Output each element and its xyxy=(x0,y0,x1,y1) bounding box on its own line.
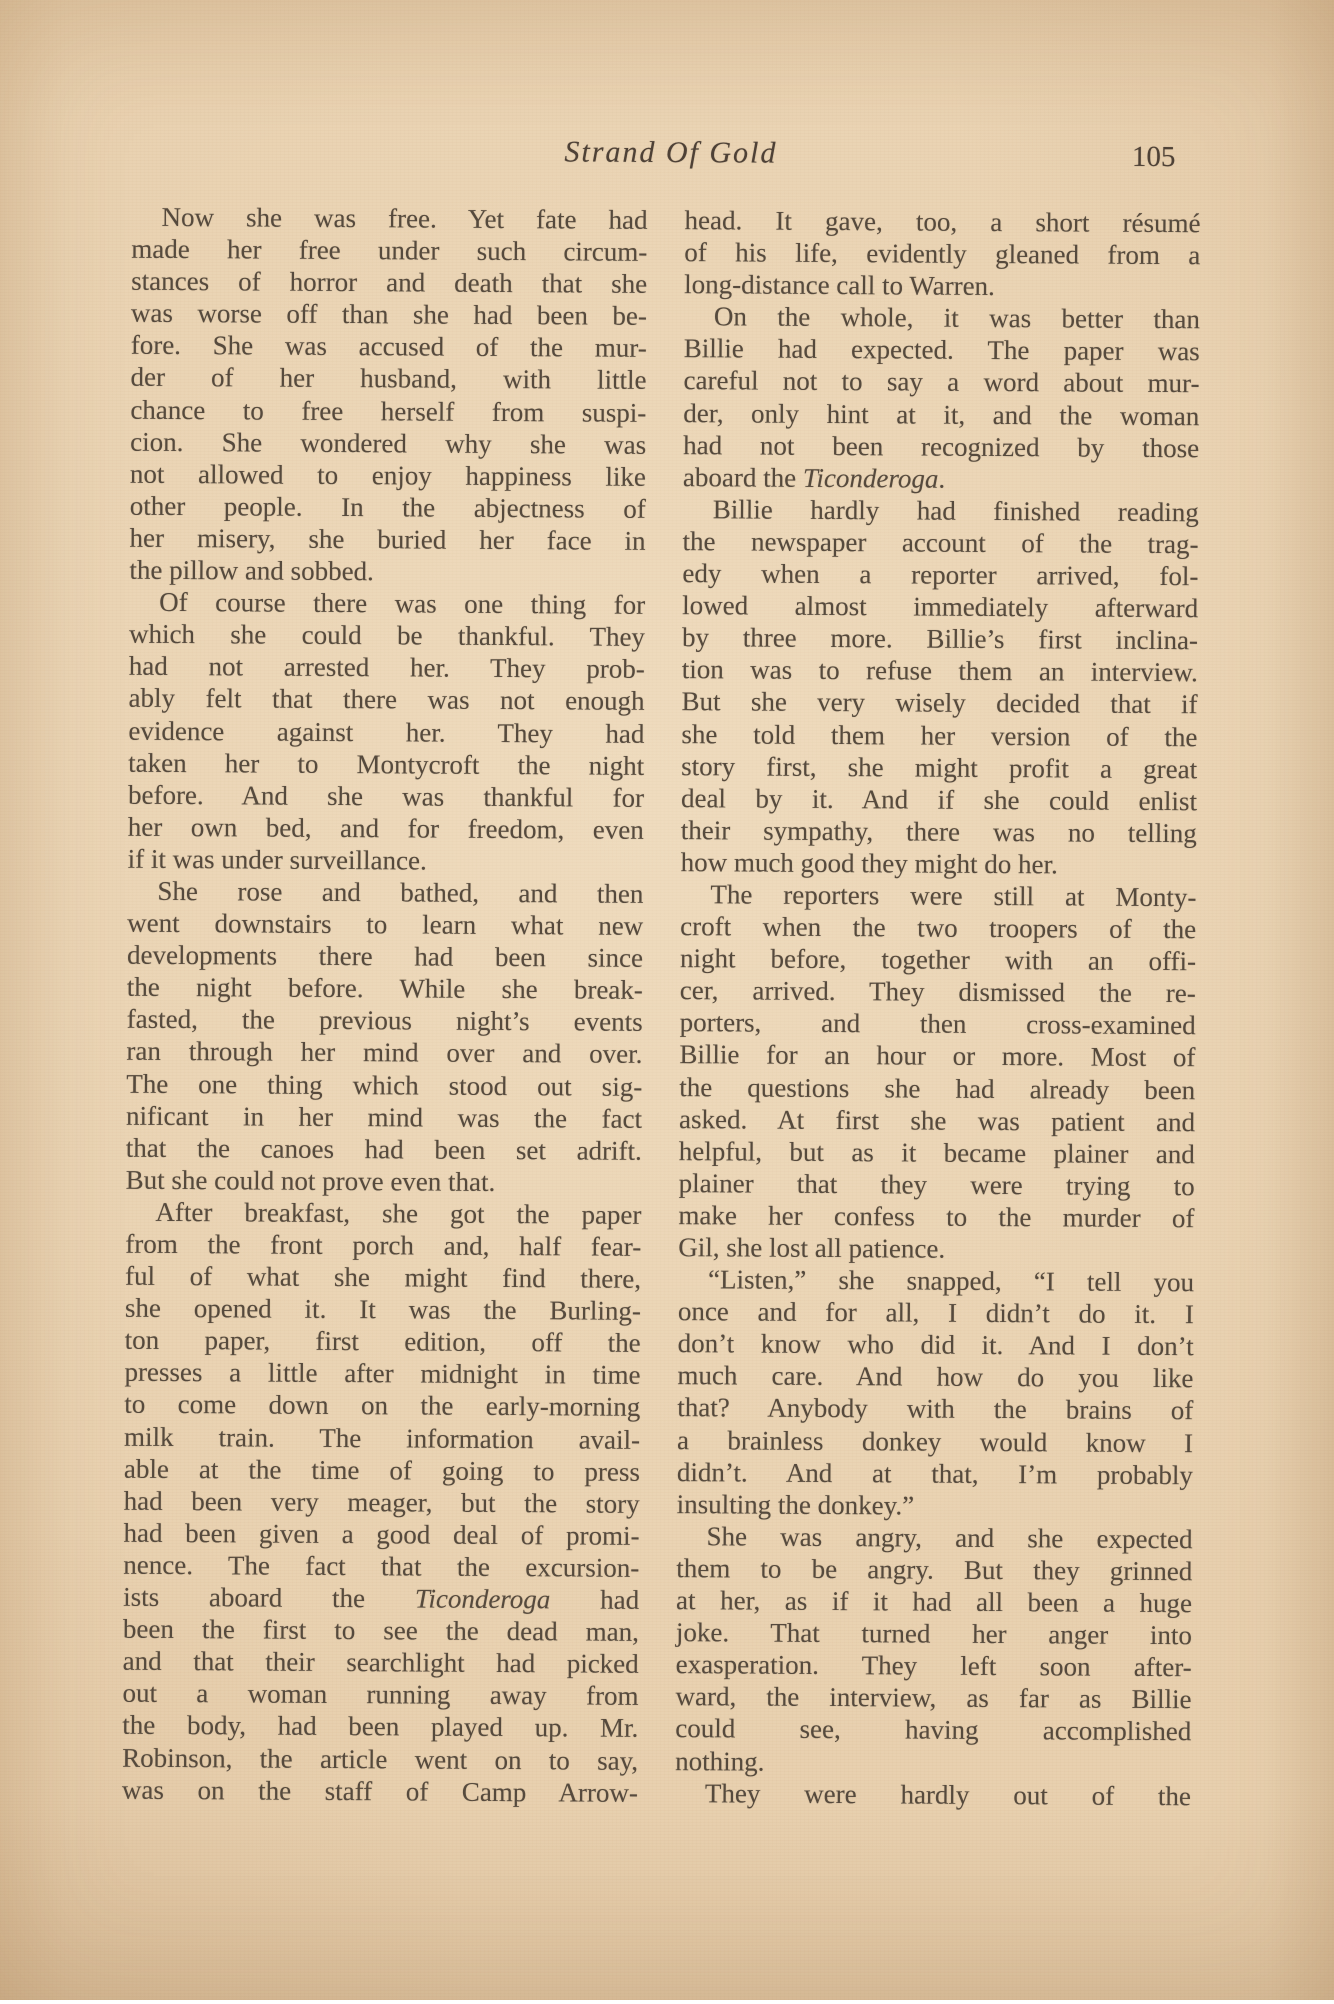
text-line: was worse off than she had been be- xyxy=(130,297,648,332)
text-line: taken her to Montycroft the night xyxy=(128,747,645,781)
text-line: Now she was free. Yet fate had xyxy=(161,201,648,235)
text-line: how much good they might do her. xyxy=(680,846,1058,880)
text-line: tion was to refuse them an interview. xyxy=(681,654,1198,688)
text-line: developments there had been since xyxy=(126,939,644,974)
text-line: cer, arrived. They dismissed the re- xyxy=(679,975,1196,1009)
text-line: She was angry, and she expected xyxy=(706,1521,1193,1555)
text-line: before. And she was thankful for xyxy=(127,779,645,813)
text-line: helpful, but as it became plainer and xyxy=(678,1135,1195,1169)
text-line: ton paper, first edition, off the xyxy=(124,1324,641,1359)
text-line: didn’t. And at that, I’m probably xyxy=(676,1456,1193,1490)
text-line: The one thing which stood out sig- xyxy=(126,1068,643,1102)
text-line: nificant in her mind was the fact xyxy=(125,1100,643,1134)
text-line: their sympathy, there was no telling xyxy=(680,814,1197,849)
text-line: deal by it. And if she could enlist xyxy=(680,782,1198,816)
text-line: that? Anybody with the brains of xyxy=(677,1392,1194,1426)
italic-text: Ticonderoga xyxy=(802,462,939,494)
text-line: Billie for an hour or more. Most of xyxy=(679,1039,1196,1073)
text-line: edy when a reporter arrived, fol- xyxy=(682,558,1199,592)
text-line: joke. That turned her anger into xyxy=(675,1617,1192,1651)
text-line: Of course there was one thing for xyxy=(159,587,646,620)
text-line: from the front porch and, half fear- xyxy=(125,1228,642,1262)
text-line: They were hardly out of the xyxy=(704,1777,1192,1811)
text-line: lowed almost immediately afterward xyxy=(682,590,1199,624)
text-line: story first, she might profit a great xyxy=(681,750,1198,784)
text-line: a brainless donkey would know I xyxy=(677,1424,1194,1458)
text-line: at her, as if it had all been a huge xyxy=(676,1585,1193,1619)
text-line: to come down on the early-morning xyxy=(124,1389,641,1423)
text-line: if it was under surveillance. xyxy=(127,843,427,876)
running-head-title: Strand Of Gold xyxy=(564,135,778,170)
text-line: them to be angry. But they grinned xyxy=(676,1553,1193,1587)
right-column xyxy=(675,204,1201,1812)
text-line: long-distance call to Warren. xyxy=(684,269,995,302)
text-line: Billie had expected. The paper was xyxy=(683,333,1200,367)
text-line: ably felt that there was not enough xyxy=(128,683,645,717)
text-line: other people. In the abjectness of xyxy=(129,490,646,524)
text-line: the pillow and sobbed. xyxy=(129,554,374,587)
text-line: once and for all, I didn’t do it. I xyxy=(677,1296,1194,1330)
text-line: nothing. xyxy=(675,1745,765,1777)
text-line: On the whole, it was better than xyxy=(713,301,1201,335)
text-line: that the canoes had been set adrift. xyxy=(125,1132,642,1166)
text-line: fasted, the previous night’s events xyxy=(126,1004,643,1038)
text-line: der of her husband, with little xyxy=(130,362,647,396)
text-line: nence. The fact that the excursion- xyxy=(123,1549,640,1583)
text-line: the night before. While she break- xyxy=(126,971,643,1006)
text-line: ful of what she might find there, xyxy=(124,1260,642,1294)
text-line: ists aboard the Ticonderoga had xyxy=(123,1581,640,1615)
text-line: which she could be thankful. They xyxy=(128,618,646,653)
text-line: by three more. Billie’s first inclina- xyxy=(681,622,1199,656)
text-line: aboard the Ticonderoga. xyxy=(682,461,946,494)
italic-text: Ticonderoga xyxy=(414,1583,551,1615)
text-line: “Listen,” she snapped, “I tell you xyxy=(707,1264,1195,1298)
text-line: she told them her version of the xyxy=(681,718,1198,752)
text-line: had not arrested her. They prob- xyxy=(128,651,645,685)
text-line: Robinson, the article went on to say, xyxy=(122,1742,639,1776)
text-line: head. It gave, too, a short résumé xyxy=(684,205,1201,239)
text-line: cion. She wondered why she was xyxy=(130,426,647,460)
text-line: of his life, evidently gleaned from a xyxy=(684,237,1201,271)
text-line: night before, together with an offi- xyxy=(679,943,1197,977)
text-line: milk train. The information avail- xyxy=(124,1421,641,1455)
text-line: The reporters were still at Monty- xyxy=(710,879,1197,913)
text-line: could see, having accomplished xyxy=(675,1713,1192,1747)
text-line: ran through her mind over and over. xyxy=(126,1036,643,1070)
text-line: don’t know who did it. And I don’t xyxy=(677,1328,1194,1362)
text-line: her misery, she buried her face in xyxy=(129,522,646,556)
text-line: exasperation. They left soon after- xyxy=(675,1649,1192,1683)
left-column xyxy=(122,201,648,1809)
text-line: She rose and bathed, and then xyxy=(157,875,644,909)
text-line: had been given a good deal of promi- xyxy=(123,1517,640,1551)
text-line: But she could not prove even that. xyxy=(125,1164,496,1197)
text-line: make her confess to the murder of xyxy=(678,1199,1195,1234)
text-line: insulting the donkey.” xyxy=(676,1488,915,1521)
text-line: ward, the interview, as far as Billie xyxy=(675,1681,1192,1715)
text-line: been the first to see the dead man, xyxy=(122,1613,640,1647)
text-line: and that their searchlight had picked xyxy=(122,1645,639,1680)
text-line: stances of horror and death that she xyxy=(131,265,648,300)
text-line: she opened it. It was the Burling- xyxy=(124,1292,641,1327)
text-line: had been very meager, but the story xyxy=(123,1485,640,1519)
text-line: the body, had been played up. Mr. xyxy=(122,1710,639,1744)
text-line: asked. At first she was patient and xyxy=(678,1103,1196,1137)
text-line: able at the time of going to press xyxy=(123,1453,640,1487)
text-line: porters, and then cross-examined xyxy=(679,1007,1196,1041)
text-line: the newspaper account of the trag- xyxy=(682,526,1199,560)
text-line: out a woman running away from xyxy=(122,1678,639,1712)
text-line: Gil, she lost all patience. xyxy=(678,1232,946,1264)
text-line: made her free under such circum- xyxy=(131,233,648,267)
text-line: croft when the two troopers of the xyxy=(680,911,1197,945)
text-line: not allowed to enjoy happiness like xyxy=(129,458,647,492)
text-block xyxy=(122,201,1201,1812)
text-line: fore. She was accused of the mur- xyxy=(130,330,647,364)
text-line: After breakfast, she got the paper xyxy=(155,1196,642,1230)
text-line: much care. And how do you like xyxy=(677,1360,1194,1394)
text-line: her own bed, and for freedom, even xyxy=(127,811,644,845)
text-line: was on the staff of Camp Arrow- xyxy=(121,1774,639,1808)
text-line: had not been recognized by those xyxy=(683,429,1200,463)
page-number: 105 xyxy=(1131,140,1176,174)
text-line: evidence against her. They had xyxy=(128,715,645,749)
text-line: presses a little after midnight in time xyxy=(124,1357,641,1391)
text-line: der, only hint at it, and the woman xyxy=(683,397,1200,431)
text-line: Billie hardly had finished reading xyxy=(712,494,1199,528)
text-line: careful not to say a word about mur- xyxy=(683,365,1200,399)
text-line: But she very wisely decided that if xyxy=(681,686,1198,720)
text-line: plainer that they were trying to xyxy=(678,1167,1195,1202)
text-line: went downstairs to learn what new xyxy=(127,907,644,941)
text-line: the questions she had already been xyxy=(679,1071,1196,1105)
text-line: chance to free herself from suspi- xyxy=(130,394,647,428)
